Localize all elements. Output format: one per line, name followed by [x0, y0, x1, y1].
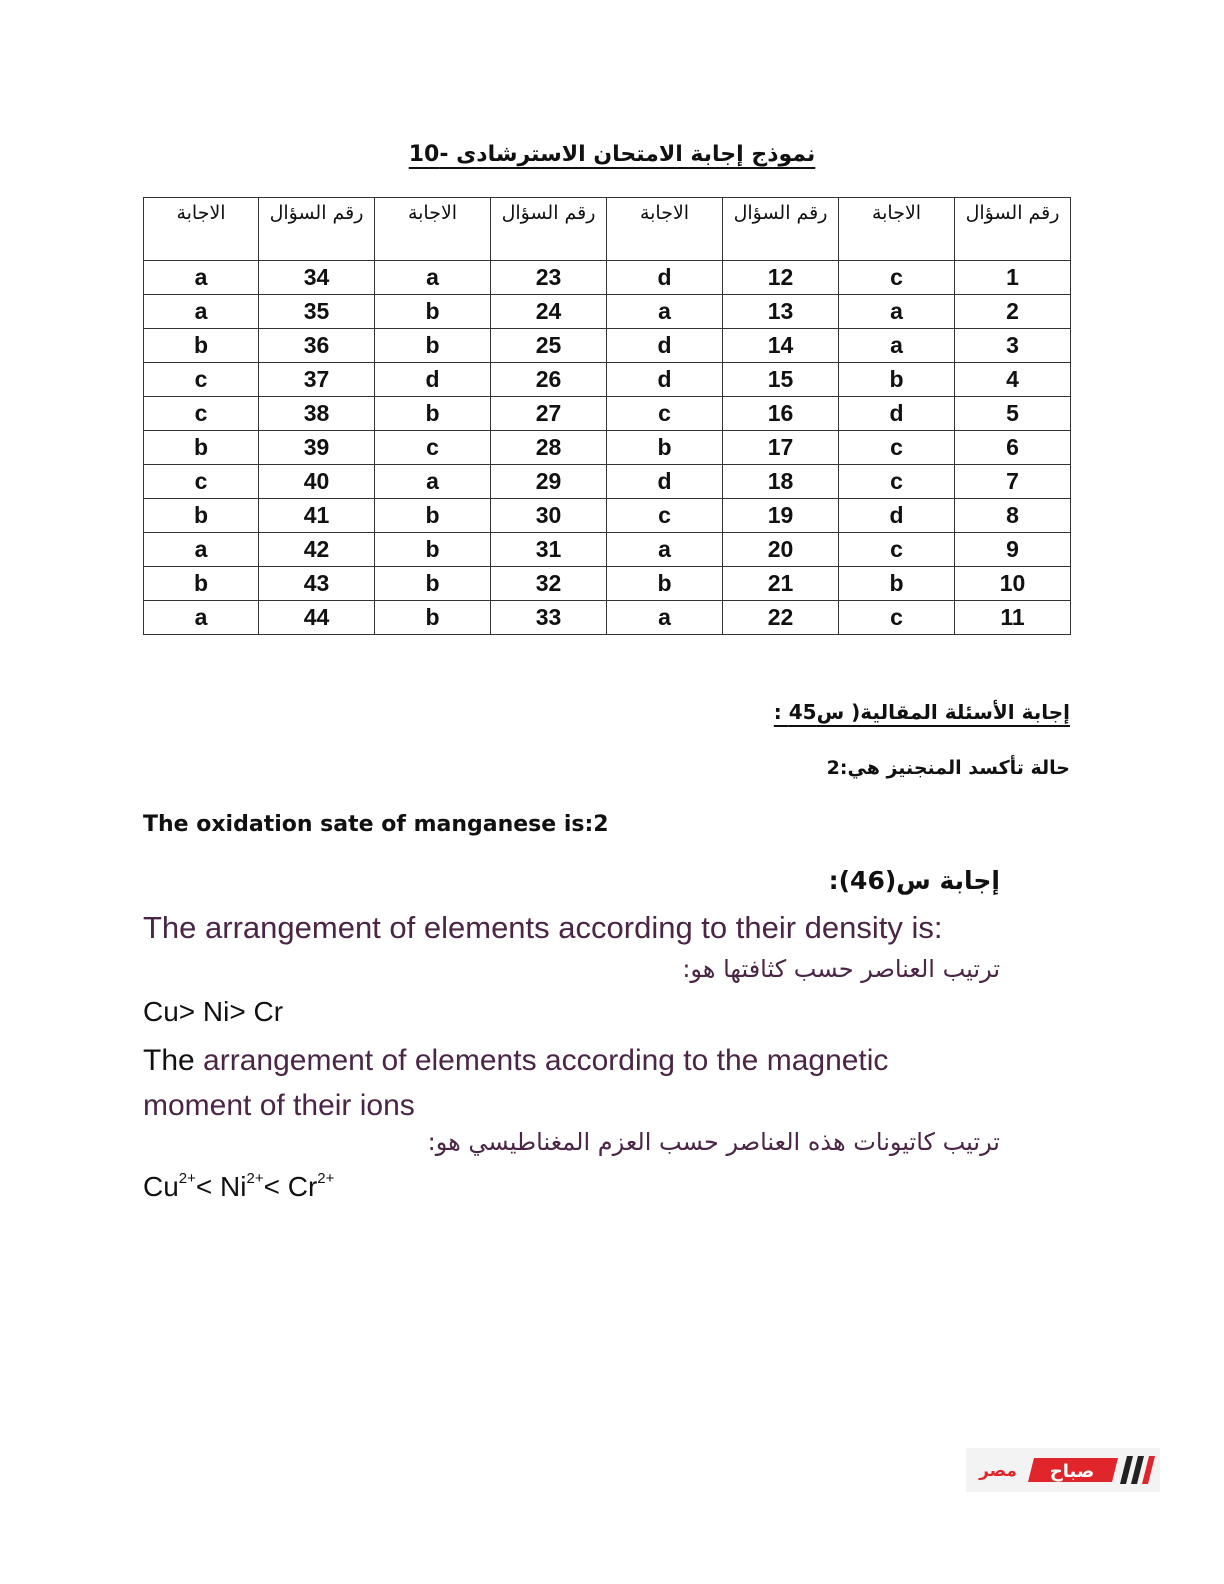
ion-cr: Cr — [287, 1171, 318, 1202]
question-number-cell: 37 — [259, 363, 375, 397]
density-statement-english: The arrangement of elements according to their density is: — [143, 910, 943, 945]
question-number-cell: 18 — [723, 465, 839, 499]
answer-cell: b — [144, 431, 259, 465]
ion-cu-charge: 2+ — [178, 1170, 196, 1187]
answer-cell: c — [839, 601, 955, 635]
answer-cell: c — [839, 431, 955, 465]
answer-cell: b — [144, 567, 259, 601]
question-number-cell: 3 — [955, 329, 1071, 363]
answer-cell: c — [144, 397, 259, 431]
question-number-cell: 24 — [491, 295, 607, 329]
answer-cell: c — [375, 431, 491, 465]
answer-cell: a — [144, 601, 259, 635]
answer-cell: a — [607, 295, 723, 329]
answer-cell: b — [607, 431, 723, 465]
question-number-cell: 42 — [259, 533, 375, 567]
answer-cell: a — [607, 533, 723, 567]
question-number-cell: 28 — [491, 431, 607, 465]
answer-cell: d — [607, 363, 723, 397]
header-question: رقم السؤال — [955, 198, 1071, 261]
answer-cell: b — [607, 567, 723, 601]
answer-cell: c — [144, 465, 259, 499]
answer-cell: a — [839, 295, 955, 329]
question-number-cell: 30 — [491, 499, 607, 533]
answer-cell: d — [375, 363, 491, 397]
answer-cell: b — [375, 499, 491, 533]
answer-cell: b — [375, 329, 491, 363]
answer-cell: a — [839, 329, 955, 363]
table-row — [144, 533, 1071, 567]
question-number-cell: 16 — [723, 397, 839, 431]
logo-slash-dark — [1120, 1456, 1133, 1484]
ion-cr-charge: 2+ — [317, 1170, 335, 1187]
question-number-cell: 29 — [491, 465, 607, 499]
density-statement-arabic: ترتيب العناصر حسب كثافتها هو: — [682, 955, 1000, 983]
question-number-cell: 36 — [259, 329, 375, 363]
question-number-cell: 5 — [955, 397, 1071, 431]
essay-heading — [774, 700, 1070, 724]
answer-cell: c — [839, 261, 955, 295]
question-number-cell: 33 — [491, 601, 607, 635]
question-number-cell: 12 — [723, 261, 839, 295]
header-question: رقم السؤال — [491, 198, 607, 261]
answer-cell: a — [144, 533, 259, 567]
question-number-cell: 4 — [955, 363, 1071, 397]
header-answer: الاجابة — [375, 198, 491, 261]
table-row — [144, 295, 1071, 329]
answer-cell: b — [375, 295, 491, 329]
logo-slash-dark — [1131, 1456, 1144, 1484]
question-number-cell: 41 — [259, 499, 375, 533]
answer-cell: d — [607, 329, 723, 363]
answer-cell: b — [144, 499, 259, 533]
publisher-logo — [966, 1448, 1160, 1492]
ion-sep: < — [195, 1171, 221, 1202]
answer-cell: c — [144, 363, 259, 397]
answer-cell: a — [144, 295, 259, 329]
question-number-cell: 44 — [259, 601, 375, 635]
table-row — [144, 465, 1071, 499]
question-number-cell: 21 — [723, 567, 839, 601]
answer-cell: b — [839, 363, 955, 397]
magnetic-order — [143, 1170, 334, 1203]
answer-cell: d — [839, 397, 955, 431]
q46-heading: إجابة س(46): — [828, 866, 1000, 895]
question-number-cell: 6 — [955, 431, 1071, 465]
essay-heading-text: إجابة الأسئلة المقالية( س45 : — [773, 700, 1070, 724]
question-number-cell: 1 — [955, 261, 1071, 295]
logo-text-main: صباح — [1049, 1461, 1095, 1482]
question-number-cell: 15 — [723, 363, 839, 397]
header-question: رقم السؤال — [259, 198, 375, 261]
question-number-cell: 7 — [955, 465, 1071, 499]
question-number-cell: 31 — [491, 533, 607, 567]
answer-cell: a — [144, 261, 259, 295]
table-row — [144, 363, 1071, 397]
ion-sep: < — [263, 1171, 288, 1202]
question-number-cell: 26 — [491, 363, 607, 397]
answer-cell: b — [375, 567, 491, 601]
logo-text-sub: مصر — [979, 1461, 1017, 1481]
question-number-cell: 14 — [723, 329, 839, 363]
question-number-cell: 20 — [723, 533, 839, 567]
logo-slash-red — [1142, 1456, 1155, 1484]
question-number-cell: 34 — [259, 261, 375, 295]
q45-answer-arabic: حالة تأكسد المنجنيز هي:2 — [826, 757, 1070, 779]
page-title-text: نموذج إجابة الامتحان الاسترشادى -10 — [408, 142, 816, 167]
header-question: رقم السؤال — [723, 198, 839, 261]
header-answer: الاجابة — [607, 198, 723, 261]
question-number-cell: 22 — [723, 601, 839, 635]
answer-key-table — [143, 197, 1071, 635]
header-answer: الاجابة — [839, 198, 955, 261]
answer-cell: c — [607, 499, 723, 533]
answer-cell: c — [839, 465, 955, 499]
question-number-cell: 40 — [259, 465, 375, 499]
answer-cell: a — [375, 261, 491, 295]
question-number-cell: 35 — [259, 295, 375, 329]
ion-cu: Cu — [143, 1171, 179, 1202]
table-row — [144, 499, 1071, 533]
answer-cell: b — [375, 397, 491, 431]
question-number-cell: 13 — [723, 295, 839, 329]
answer-cell: b — [839, 567, 955, 601]
answer-cell: c — [607, 397, 723, 431]
q45-answer-english: The oxidation sate of manganese is:2 — [143, 812, 609, 837]
table-row — [144, 261, 1071, 295]
magnetic-the: The — [143, 1044, 195, 1077]
table-row — [144, 601, 1071, 635]
answer-cell: b — [144, 329, 259, 363]
answer-cell: b — [375, 601, 491, 635]
question-number-cell: 43 — [259, 567, 375, 601]
table-header-row — [144, 198, 1071, 261]
table-row — [144, 397, 1071, 431]
answer-cell: a — [607, 601, 723, 635]
answer-cell: d — [839, 499, 955, 533]
question-number-cell: 25 — [491, 329, 607, 363]
ion-ni: Ni — [220, 1171, 247, 1202]
question-number-cell: 23 — [491, 261, 607, 295]
question-number-cell: 27 — [491, 397, 607, 431]
logo-graphic — [966, 1448, 1160, 1492]
table-row — [144, 567, 1071, 601]
question-number-cell: 17 — [723, 431, 839, 465]
magnetic-rest: arrangement of elements according to the magnetic moment of their ions — [143, 1044, 889, 1122]
table-row — [144, 329, 1071, 363]
question-number-cell: 10 — [955, 567, 1071, 601]
answer-cell: d — [607, 261, 723, 295]
question-number-cell: 9 — [955, 533, 1071, 567]
question-number-cell: 8 — [955, 499, 1071, 533]
magnetic-statement-arabic: ترتيب كاتيونات هذه العناصر حسب العزم المغناطيسي هو: — [427, 1128, 1000, 1156]
question-number-cell: 2 — [955, 295, 1071, 329]
ion-ni-charge: 2+ — [246, 1170, 264, 1187]
question-number-cell: 11 — [955, 601, 1071, 635]
table-row — [144, 431, 1071, 465]
magnetic-statement-english — [143, 1038, 943, 1128]
answer-cell: a — [375, 465, 491, 499]
question-number-cell: 19 — [723, 499, 839, 533]
answer-cell: c — [839, 533, 955, 567]
header-answer: الاجابة — [144, 198, 259, 261]
page-title — [0, 142, 1224, 167]
answer-cell: d — [607, 465, 723, 499]
answer-cell: b — [375, 533, 491, 567]
density-order: Cu> Ni> Cr — [143, 996, 284, 1027]
question-number-cell: 38 — [259, 397, 375, 431]
question-number-cell: 39 — [259, 431, 375, 465]
question-number-cell: 32 — [491, 567, 607, 601]
